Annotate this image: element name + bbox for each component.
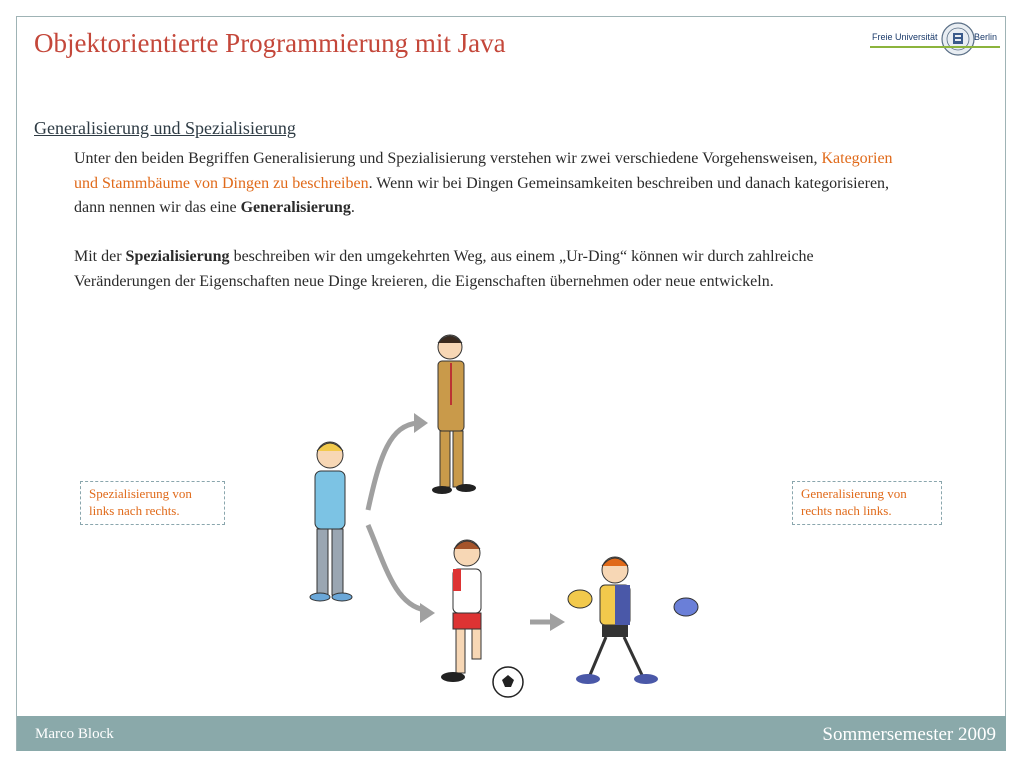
businessman-figure xyxy=(432,335,476,494)
paragraph-text: Unter den beiden Begriffen Generalisierung und Spezialisierung verstehen wir zwei verschiedene Vorgehensweisen, xyxy=(74,150,822,167)
bold-term: Spezialisierung xyxy=(125,248,230,265)
paragraph-specialisation xyxy=(74,245,904,294)
highlight-text: Kategorien und Stammbäume von Dingen zu beschreiben xyxy=(74,150,893,192)
arrow-up-icon xyxy=(368,413,428,510)
university-logo xyxy=(870,22,1002,62)
paragraph-text: . xyxy=(350,199,355,216)
arrow-down-icon xyxy=(368,525,435,623)
note-generalisation: Generalisierung von rechts nach links. xyxy=(792,481,942,525)
goalkeeper-figure xyxy=(568,557,698,684)
note-specialisation: Spezialisierung von links nach rechts. xyxy=(80,481,225,525)
footer-author: Marco Block xyxy=(35,726,114,742)
footer-bar xyxy=(17,716,1006,751)
logo-underline xyxy=(870,46,1000,48)
bold-term: Generalisierung xyxy=(240,199,351,216)
logo-text-left: Freie Universität xyxy=(872,32,938,42)
paragraph-generalisation xyxy=(74,147,904,221)
slide-title: Objektorientierte Programmierung mit Java xyxy=(34,28,506,58)
footballer-figure xyxy=(441,540,523,697)
university-seal-icon xyxy=(941,22,975,56)
logo-text-right: Berlin xyxy=(974,32,998,42)
base-boy-figure xyxy=(310,442,352,601)
paragraph-text: . Wenn wir bei Dingen Gemeinsamkeiten beschreiben und danach kategorisieren, dann nennen wir das eine xyxy=(74,174,890,216)
section-heading: Generalisierung und Spezialisierung xyxy=(34,118,296,138)
arrow-right-icon xyxy=(530,613,565,631)
paragraph-text: Mit der xyxy=(74,248,126,265)
footer-semester: Sommersemester 2009 xyxy=(822,724,996,745)
paragraph-text: beschreiben wir den umgekehrten Weg, aus einem „Ur-Ding“ können wir durch zahlreiche Veränderungen der Eigenschaften neue Dinge kreieren, die Eigenschaften übernehmen oder neue entwickeln. xyxy=(74,248,814,290)
specialisation-illustration xyxy=(290,325,710,710)
